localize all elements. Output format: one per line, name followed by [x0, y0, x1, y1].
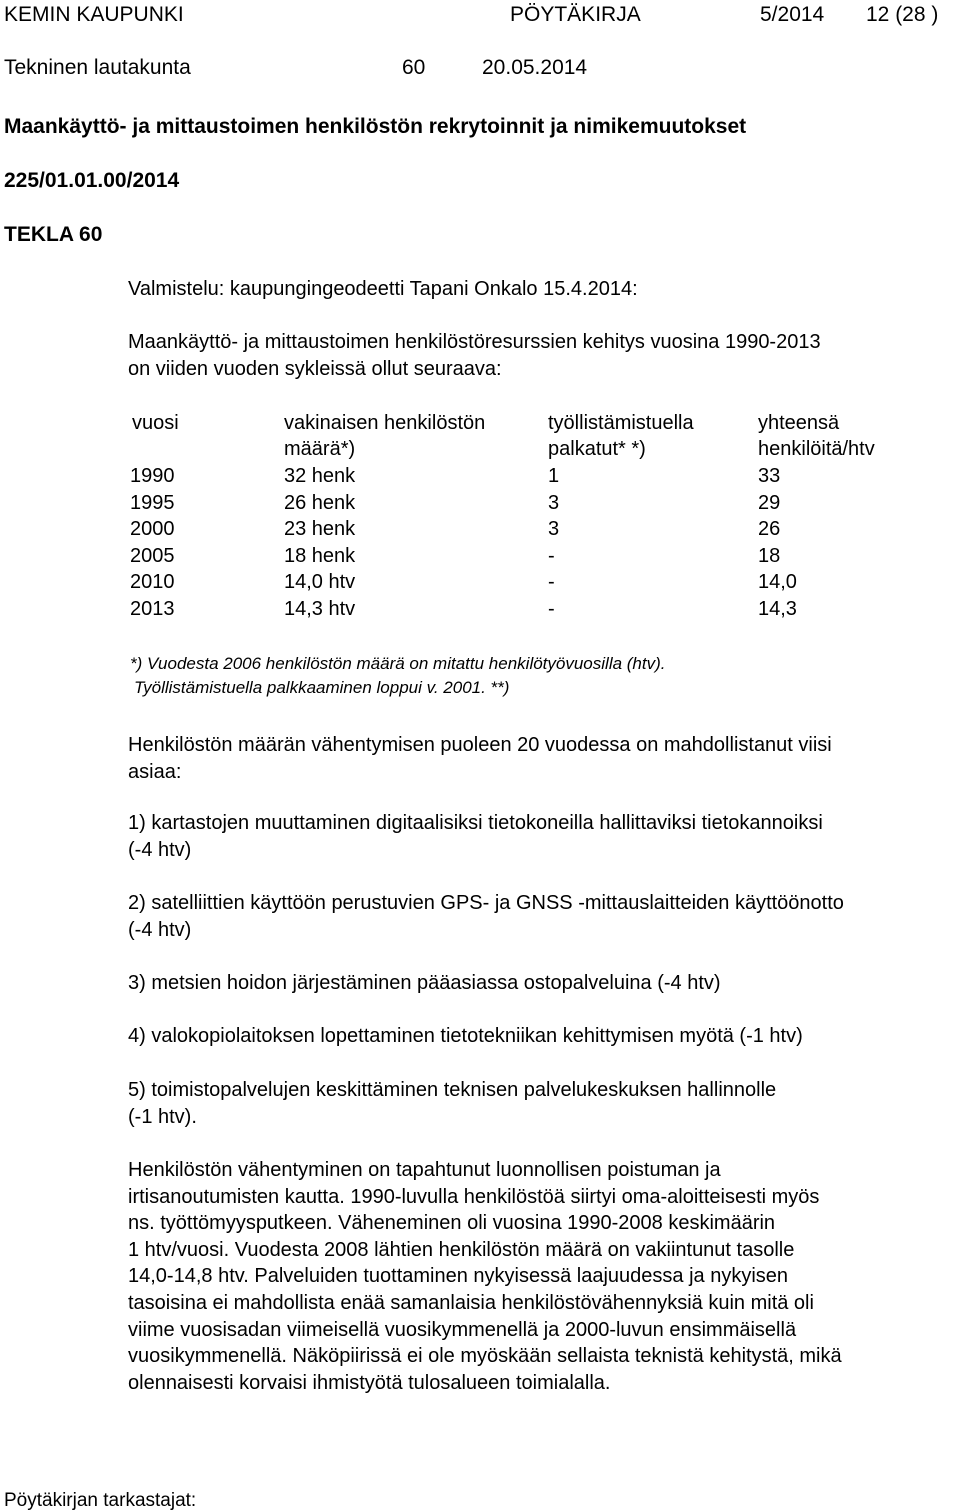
list-item-line: 4) valokopiolaitoksen lopettaminen tietotekniikan kehittymisen myötä (-1 htv) [128, 1025, 803, 1047]
list-item-line: 2) satelliittien käyttöön perustuvien GPS- ja GNSS -mittauslaitteiden käyttöönotto [128, 892, 844, 914]
list-item-line: (-4 htv) [128, 838, 192, 861]
table-cell: 1995 [130, 492, 175, 514]
page-title: Maankäyttö- ja mittaustoimen henkilöstön rekrytoinnit ja nimikemuutokset [4, 115, 747, 138]
table-cell: 3 [548, 518, 560, 540]
table-cell: 26 henk [284, 492, 356, 514]
table-header-year: vuosi [132, 412, 179, 434]
table-cell: 14,3 [758, 598, 797, 620]
table-cell: 33 [758, 465, 781, 487]
conclusion-line: 1 htv/vuosi. Vuodesta 2008 lähtien henkilöstön määrä on vakiintunut tasolle [128, 1238, 795, 1261]
list-item-line: (-4 htv) [128, 918, 192, 941]
table-cell: 2005 [130, 545, 175, 567]
conclusion-line: viime vuosisadan viimeisellä vuosikymmenellä ja 2000-luvun ensimmäisellä [128, 1318, 797, 1341]
table-cell: 26 [758, 518, 781, 540]
conclusion-line: tasoisina ei mahdollista enää samanlaisia henkilöstövähennyksiä kuin mitä oli [128, 1291, 814, 1314]
table-cell: 14,3 htv [284, 598, 356, 620]
section-number: 60 [402, 56, 426, 79]
table-cell: 29 [758, 492, 781, 514]
reasons-intro [128, 732, 832, 785]
table-cell: 23 henk [284, 518, 356, 540]
table-header-subsidized: työllistämistuella [548, 412, 694, 434]
footnote: *) Vuodesta 2006 henkilöstön määrä on mitattu henkilötyövuosilla (htv). [130, 654, 666, 673]
table-cell: 14,0 [758, 571, 797, 593]
footer-label: Pöytäkirjan tarkastajat: [4, 1490, 197, 1511]
conclusion-line: ns. työttömyysputkeen. Väheneminen oli vuosina 1990-2008 keskimäärin [128, 1212, 776, 1235]
reasons-intro-line: asiaa: [128, 760, 182, 783]
list-item-line: 5) toimistopalvelujen keskittäminen teknisen palvelukeskuksen hallinnolle [128, 1079, 777, 1101]
conclusion-line: vuosikymmenellä. Näköpiirissä ei ole myöskään sellaista teknistä kehitystä, mikä [128, 1345, 842, 1368]
list-item-line: 1) kartastojen muuttaminen digitaalisiksi tietokoneilla hallittaviksi tietokannoiksi [128, 812, 823, 834]
table-header-permanent: vakinaisen henkilöstön [284, 412, 486, 434]
list-item [128, 890, 844, 943]
meeting-date: 20.05.2014 [482, 56, 588, 79]
table-cell: - [548, 598, 555, 620]
list-item [128, 1023, 803, 1050]
table-cell: 14,0 htv [284, 571, 356, 593]
reasons-intro-line: Henkilöstön määrän vähentymisen puoleen 20 vuodessa on mahdollistanut viisi [128, 734, 832, 756]
intro-line: Maankäyttö- ja mittaustoimen henkilöstöresurssien kehitys vuosina 1990-2013 [128, 331, 821, 353]
table-cell: 18 [758, 545, 781, 567]
table-cell: 18 henk [284, 545, 356, 567]
table-cell: 1 [548, 465, 560, 487]
list-item-line: 3) metsien hoidon järjestäminen pääasiassa ostopalveluina (-4 htv) [128, 972, 721, 994]
org-name: KEMIN KAUPUNKI [4, 3, 184, 26]
conclusion-paragraph [128, 1157, 842, 1396]
intro-line: on viiden vuoden sykleissä ollut seuraava: [128, 357, 502, 380]
conclusion-line: 14,0-14,8 htv. Palveluiden tuottaminen nykyisessä laajuudessa ja nykyisen [128, 1265, 789, 1288]
table-cell: 2013 [130, 598, 175, 620]
table-header-total-2: henkilöitä/htv [758, 438, 875, 460]
conclusion-line: irtisanoutumisten kautta. 1990-luvulla henkilöstöä siirtyi oma-aloitteisesti myös [128, 1185, 820, 1208]
list-item-line: (-1 htv). [128, 1105, 197, 1128]
table-cell: 32 henk [284, 465, 356, 487]
table-header-permanent-2: määrä*) [284, 438, 356, 460]
doc-number: 5/2014 [760, 3, 825, 26]
table-header-subsidized-2: palkatut* *) [548, 438, 646, 460]
table-cell: - [548, 571, 555, 593]
list-item [128, 1077, 776, 1130]
list-item [128, 970, 721, 997]
table-cell: 1990 [130, 465, 175, 487]
table-cell: - [548, 545, 555, 567]
table-cell: 2000 [130, 518, 175, 540]
list-item [128, 810, 823, 863]
table-header-total: yhteensä [758, 412, 840, 434]
tekla-section: TEKLA 60 [4, 223, 103, 246]
preparation-line: Valmistelu: kaupungingeodeetti Tapani Onkalo 15.4.2014: [128, 278, 638, 300]
intro-paragraph [128, 329, 821, 382]
committee-name: Tekninen lautakunta [4, 56, 191, 79]
page-number: 12 (28 ) [866, 3, 939, 26]
diary-number: 225/01.01.00/2014 [4, 169, 180, 192]
table-cell: 2010 [130, 571, 175, 593]
conclusion-line: olennaisesti korvaisi ihmistyötä tulosalueen toimialalla. [128, 1371, 611, 1394]
table-cell: 3 [548, 492, 560, 514]
footnote: Työllistämistuella palkkaaminen loppui v. 2001. **) [134, 678, 510, 697]
conclusion-line: Henkilöstön vähentyminen on tapahtunut luonnollisen poistuman ja [128, 1159, 721, 1181]
doc-type: PÖYTÄKIRJA [510, 3, 641, 26]
